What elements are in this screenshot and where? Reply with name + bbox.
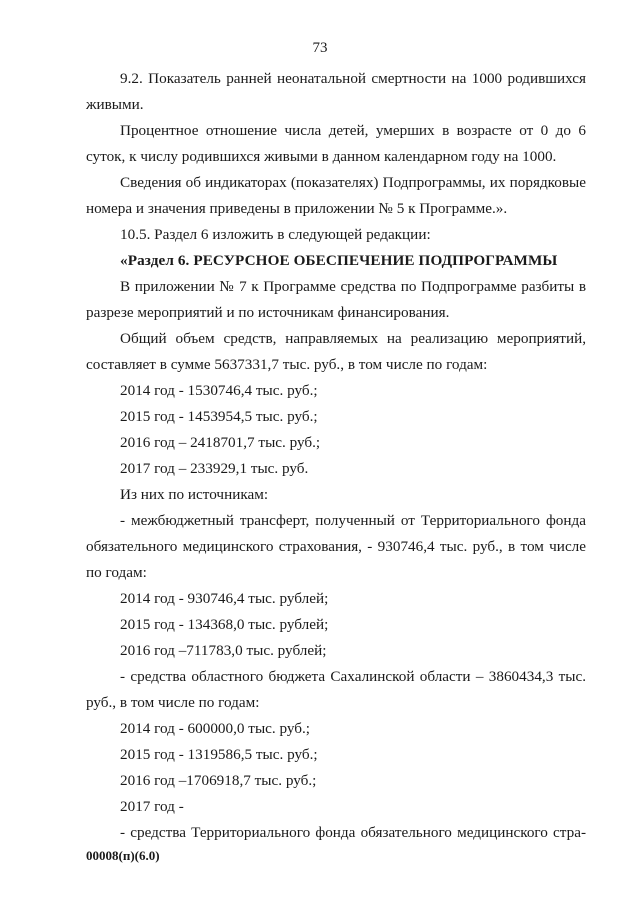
paragraph: - межбюджетный трансферт, полученный от Территориального фонда обязательного медицинского страхования, - 930746,4 тыс. руб., в том числе по годам: [86, 512, 586, 581]
paragraph: Процентное отношение числа детей, умерших в возрасте от 0 до 6 суток, к числу родившихся живыми в данном календарном году на 1000. [86, 122, 586, 165]
document-code: 00008(п)(6.0) [86, 848, 160, 863]
paragraph: 2017 год – 233929,1 тыс. руб. [120, 460, 309, 477]
paragraph: 2016 год – 2418701,7 тыс. руб.; [120, 434, 321, 451]
paragraph: - средства областного бюджета Сахалинской области – 3860434,3 тыс. руб., в том числе по годам: [86, 668, 586, 711]
paragraph: 2014 год - 930746,4 тыс. рублей; [120, 590, 329, 607]
paragraph: 2014 год - 600000,0 тыс. руб.; [120, 720, 311, 737]
paragraph: В приложении № 7 к Программе средства по Подпрограмме разбиты в разрезе мероприятий и по источникам финансирования. [86, 278, 586, 321]
section-heading: «Раздел 6. РЕСУРСНОЕ ОБЕСПЕЧЕНИЕ ПОДПРОГРАММЫ [120, 252, 558, 269]
paragraph: 10.5. Раздел 6 изложить в следующей редакции: [120, 226, 431, 243]
paragraph: 2016 год –1706918,7 тыс. руб.; [120, 772, 317, 789]
paragraph: - средства Территориального фонда обязательного медицинского стра- [120, 824, 586, 841]
page-number: 73 [312, 40, 328, 56]
paragraph: Из них по источникам: [120, 486, 269, 503]
paragraph: 2015 год - 1453954,5 тыс. руб.; [120, 408, 318, 425]
paragraph: Общий объем средств, направляемых на реализацию мероприятий, составляет в сумме 5637331,7 тыс. руб., в том числе по годам: [86, 330, 586, 373]
paragraph: 2015 год - 134368,0 тыс. рублей; [120, 616, 329, 633]
paragraph: 2016 год –711783,0 тыс. рублей; [120, 642, 327, 659]
paragraph: 2015 год - 1319586,5 тыс. руб.; [120, 746, 318, 763]
document-body [86, 66, 586, 846]
paragraph: 9.2. Показатель ранней неонатальной смертности на 1000 родившихся живыми. [86, 70, 586, 113]
paragraph: 2014 год - 1530746,4 тыс. руб.; [120, 382, 318, 399]
paragraph: 2017 год - [120, 798, 184, 815]
paragraph: Сведения об индикаторах (показателях) Подпрограммы, их порядковые номера и значения приведены в приложении № 5 к Программе.». [86, 174, 586, 217]
